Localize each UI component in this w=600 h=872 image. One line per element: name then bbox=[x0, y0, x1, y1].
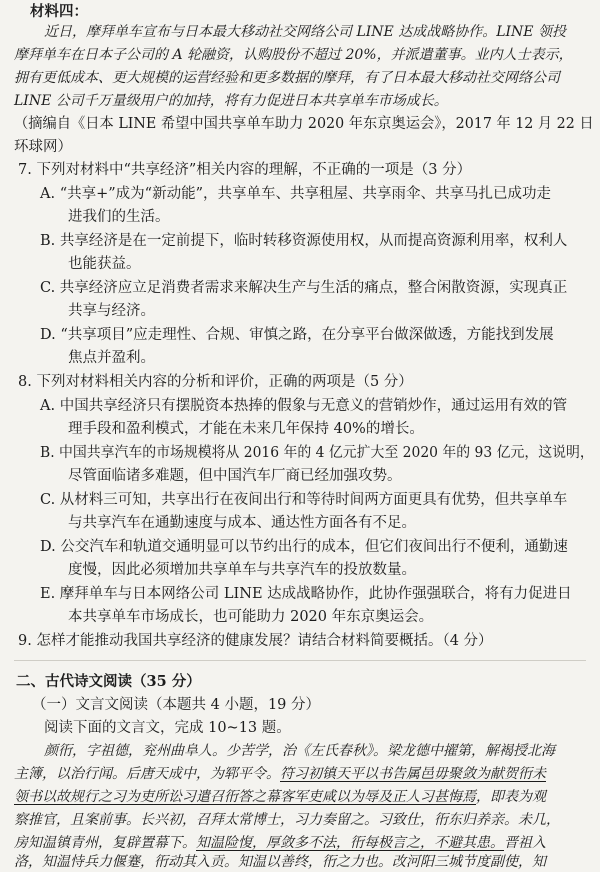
q7-option-b-line-2: 也能获益。 bbox=[68, 256, 141, 272]
classical-line-1: 颜衎，字祖德，兖州曲阜人。少苦学，治《左氏春秋》。梁龙德中擢第，解褐授北海 bbox=[44, 743, 555, 759]
classical-underlined-sentence-1-cont: 领书以故规行之习为吏所讼习遣召衎答之幕客军吏咸以为辱及正人习甚悔焉 bbox=[14, 789, 476, 805]
q7-option-d-line-1: D. “共享项目”应走理性、合规、审慎之路，在分享平台做深做透，方能找到发展 bbox=[40, 327, 554, 343]
q7-option-b-line-1: B. 共享经济是在一定前提下，临时转移资源使用权，从而提高资源利用率，权利人 bbox=[40, 233, 568, 249]
classical-underlined-sentence-1: 符习初镇天平以书告属邑毋聚敛为献贺衎未 bbox=[280, 766, 546, 782]
material4-title: 材料四： bbox=[30, 3, 88, 20]
material4-line-1: 近日，摩拜单车宣布与日本最大移动社交网络公司 LINE 达成战略协作。LINE 领投 bbox=[44, 24, 566, 40]
q7-option-a-line-1: A. “共享+”成为“新动能”，共享单车、共享租屋、共享雨伞、共享马扎已成功走 bbox=[40, 186, 551, 202]
question-9-stem: 9. 怎样才能推动我国共享经济的健康发展？请结合材料简要概括。（4 分） bbox=[18, 633, 493, 649]
section-2-title: 二、古代诗文阅读（35 分） bbox=[16, 673, 201, 690]
material4-source-line-2: 环球网） bbox=[14, 139, 72, 155]
q8-option-d-line-2: 度慢，因此必须增加共享单车与共享汽车的投放数量。 bbox=[68, 562, 416, 578]
classical-line-6: 洛，知温恃兵力偃蹇，衎动其入贡。知温以善终，衎之力也。改河阳三城节度副使，知 bbox=[14, 854, 546, 870]
material4-line-4: LINE 公司千万量级用户的加持，将有力促进日本共享单车市场成长。 bbox=[14, 93, 448, 109]
material4-source-line-1: （摘编自《日本 LINE 希望中国共享单车助力 2020 年东京奥运会》，2017 年 12 月 22 日 bbox=[14, 116, 594, 132]
classical-line-3-text: ，即表为观 bbox=[476, 789, 546, 805]
q8-option-c-line-2: 与共享汽车在通勤速度与成本、通达性方面各有不足。 bbox=[68, 515, 416, 531]
classical-underlined-sentence-2: 知温险愎，厚敛多不法，衎每极言之，不避其患。 bbox=[196, 835, 504, 851]
section-divider bbox=[14, 660, 586, 661]
q7-option-d-line-2: 焦点并盈利。 bbox=[68, 350, 155, 366]
q8-option-a-line-2: 理手段和盈利模式，才能在未来几年保持 40%的增长。 bbox=[68, 421, 424, 437]
q7-option-c-line-1: C. 共享经济应立足消费者需求来解决生产与生活的痛点，整合闲散资源，实现真正 bbox=[40, 280, 568, 296]
section-2-subtitle: （一）文言文阅读（本题共 4 小题，19 分） bbox=[32, 697, 321, 713]
q8-option-b-line-2: 尽管面临诸多难题，但中国汽车厂商已经加强攻势。 bbox=[68, 468, 402, 484]
q8-option-e-line-2: 本共享单车市场成长，也可能助力 2020 年东京奥运会。 bbox=[68, 609, 434, 625]
q7-option-c-line-2: 共享与经济。 bbox=[68, 303, 155, 319]
q8-option-a-line-1: A. 中国共享经济只有摆脱资本热捧的假象与无意义的营销炒作，通过运用有效的管 bbox=[40, 398, 568, 414]
question-8-stem: 8. 下列对材料相关内容的分析和评价，正确的两项是（5 分） bbox=[18, 374, 413, 390]
material4-line-3: 拥有更低成本、更大规模的运营经验和更多数据的摩拜，有了日本最大移动社交网络公司 bbox=[14, 70, 560, 86]
classical-line-3 bbox=[14, 787, 546, 807]
q8-option-d-line-1: D. 公交汽车和轨道交通明显可以节约出行的成本，但它们夜间出行不便利，通勤速 bbox=[40, 539, 568, 555]
q8-option-e-line-1: E. 摩拜单车与日本网络公司 LINE 达成战略协作，此协作强强联合，将有力促进日 bbox=[40, 586, 572, 602]
classical-line-5-tail: 晋祖入 bbox=[504, 835, 546, 851]
classical-line-5-text: 房知温镇青州，复辟置幕下。 bbox=[14, 835, 196, 851]
material4-line-2: 摩拜单车在日本子公司的 A 轮融资，认购股份不超过 20%，并派遣董事。业内人士表示， bbox=[14, 47, 573, 63]
classical-line-2 bbox=[14, 764, 546, 784]
classical-line-5 bbox=[14, 833, 546, 853]
question-7-stem: 7. 下列对材料中“共享经济”相关内容的理解，不正确的一项是（3 分） bbox=[18, 162, 472, 178]
section-2-instruction: 阅读下面的文言文，完成 10~13 题。 bbox=[44, 720, 291, 736]
q7-option-a-line-2: 进我们的生活。 bbox=[68, 209, 170, 225]
classical-line-2-text: 主簿，以治行闻。后唐天成中，为郓平令。 bbox=[14, 766, 280, 782]
classical-line-4: 察推官，且案前事。长兴初，召拜太常博士，习力奏留之。习致仕，衎东归养亲。未几， bbox=[14, 812, 560, 828]
q8-option-b-line-1: B. 中国共享汽车的市场规模将从 2016 年的 4 亿元扩大至 2020 年的 93 亿元，这说明， bbox=[40, 445, 594, 461]
q8-option-c-line-1: C. 从材料三可知，共享出行在夜间出行和等待时间两方面更具有优势，但共享单车 bbox=[40, 492, 568, 508]
